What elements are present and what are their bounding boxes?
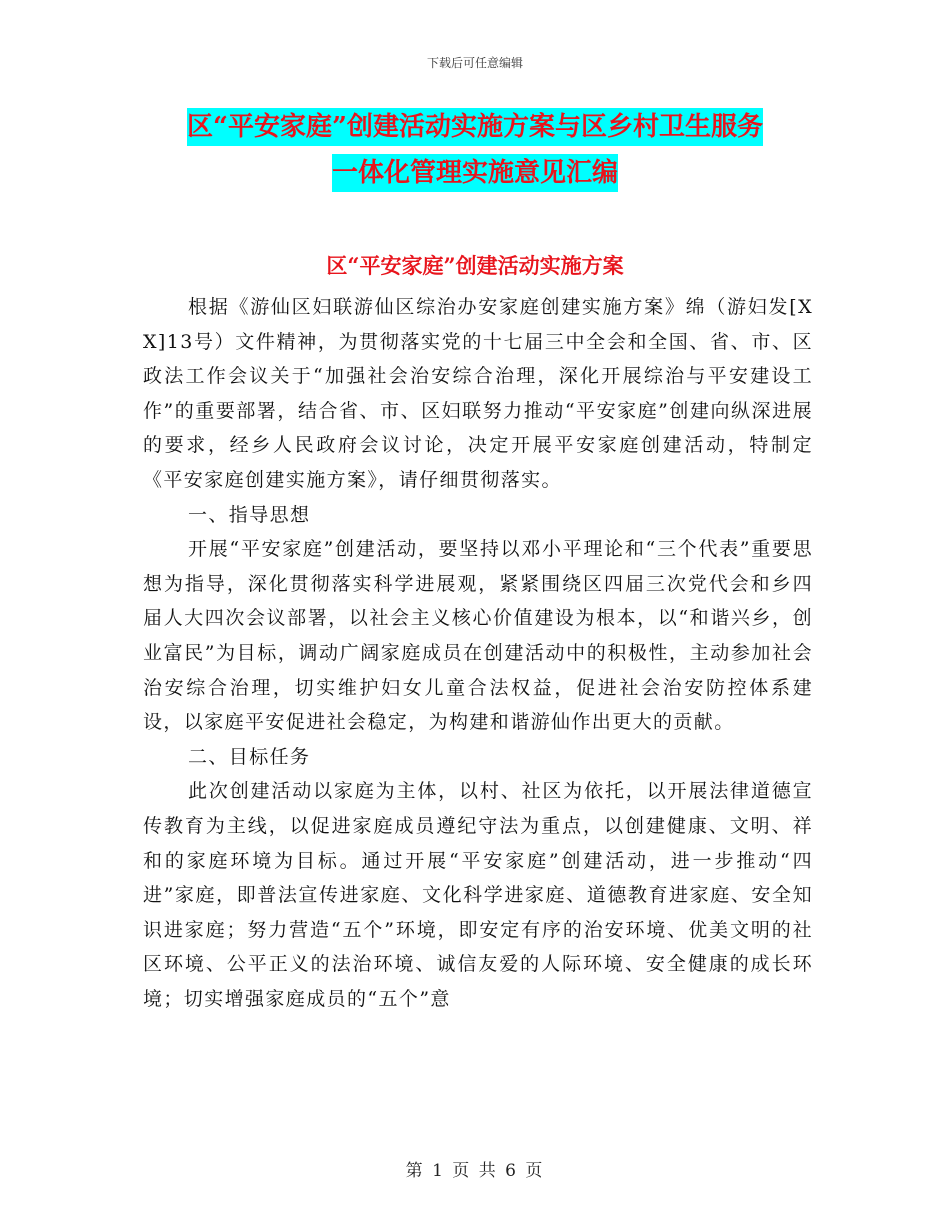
heading-goals-tasks: 二、目标任务: [188, 745, 311, 768]
document-title-line-1-text: 区“平安家庭”创建活动实施方案与区乡村卫生服务: [187, 108, 763, 146]
document-title-line-2: [0, 160, 950, 186]
body-text: [143, 290, 813, 1016]
document-title-line-2-text: 一体化管理实施意见汇编: [332, 154, 618, 192]
heading-guiding-ideology: 一、指导思想: [188, 503, 311, 526]
section-title: 区“平安家庭”创建活动实施方案: [326, 253, 624, 278]
header-note: 下载后可任意编辑: [426, 56, 523, 70]
paragraph-goals-tasks: 此次创建活动以家庭为主体，以村、社区为依托，以开展法律道德宣传教育为主线，以促进家庭成员遵纪守法为重点，以创建健康、文明、祥和的家庭环境为目标。通过开展“平安家庭”创建活动，进一步推动“四进”家庭，即普法宣传进家庭、文化科学进家庭、道德教育进家庭、安全知识进家庭；努力营造“五个”环境，即安定有序的治安环境、优美文明的社区环境、公平正义的法治环境、诚信友爱的人际环境、安全健康的成长环境；切实增强家庭成员的“五个”意: [143, 780, 813, 1010]
document-title-line-1: [0, 114, 950, 140]
page-footer: 第 1 页 共 6 页: [405, 1161, 545, 1181]
paragraph-guiding-ideology: 开展“平安家庭”创建活动，要坚持以邓小平理论和“三个代表”重要思想为指导，深化贯彻落实科学进展观，紧紧围绕区四届三次党代会和乡四届人大四次会议部署，以社会主义核心价值建设为根本，以“和谐兴乡，创业富民”为目标，调动广阔家庭成员在创建活动中的积极性，主动参加社会治安综合治理，切实维护妇女儿童合法权益，促进社会治安防控体系建设，以家庭平安促进社会稳定，为构建和谐游仙作出更大的贡献。: [143, 538, 813, 734]
paragraph-intro: 根据《游仙区妇联游仙区综治办安家庭创建实施方案》绵（游妇发[XX]13号）文件精神，为贯彻落实党的十七届三中全会和全国、省、市、区政法工作会议关于“加强社会治安综合治理，深化开展综治与平安建设工作”的重要部署，结合省、市、区妇联努力推动“平安家庭”创建向纵深进展的要求，经乡人民政府会议讨论，决定开展平安家庭创建活动，特制定《平安家庭创建实施方案》，请仔细贯彻落实。: [143, 296, 813, 491]
